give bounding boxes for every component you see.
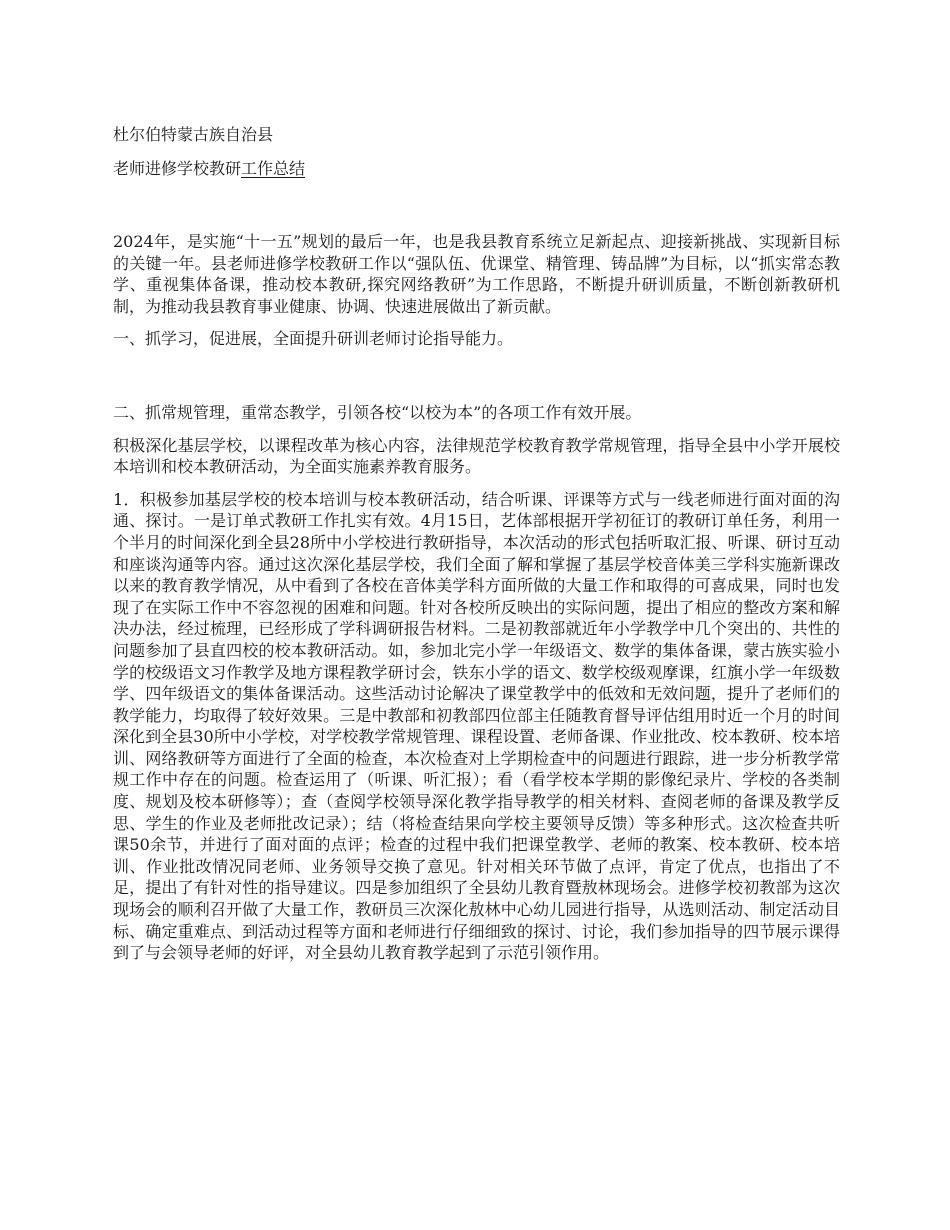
document-title-underlined: 工作总结 [241,159,306,178]
section-heading-1: 一、抓学习，促进展，全面提升研训老师讨论指导能力。 [113,329,514,349]
section-2-body: 积极深化基层学校，以课程改革为核心内容，法律规范学校教育教学常规管理，指导全县中小学开展校本培训和校本教研活动，为全面实施素养教育服务。 [113,435,840,477]
item-1-paragraph: 1．积极参加基层学校的校本培训与校本教研活动，结合听课、评课等方式与一线老师进行面对面的沟通、探讨。一是订单式教研工作扎实有效。4月15日，艺体部根据开学初征订的教研订单任务，利用一个半月的时间深化到全县28所中小学校进行教研指导，本次活动的形式包括听取汇报、听课、研讨互动和座谈沟通等内容。通过这次深化基层学校，我们全面了解和掌握了基层学校音体美三学科实施新课改以来的教育教学情况，从中看到了各校在音体美学科方面所做的大量工作和取得的可喜成果，同时也发现了在实际工作中不容忽视的困难和问题。针对各校所反映出的实际问题，提出了相应的整改方案和解决办法，经过梳理，已经形成了学科调研报告材料。二是初教部就近年小学教学中几个突出的、共性的问题参加了县直四校的校本教研活动。如，参加北完小学一年级语文、数学的集体备课，蒙古族实验小学的校级语文习作教学及地方课程教学研讨会，铁东小学的语文、数学校级观摩课，红旗小学一年级数学、四年级语文的集体备课活动。这些活动讨论解决了课堂教学中的低效和无效问题，提升了老师们的教学能力，均取得了较好效果。三是中教部和初教部四位部主任随教育督导评估组用时近一个月的时间深化到全县30所中小学校，对学校教学常规管理、课程设置、老师备课、作业批改、校本教研、校本培训、网络教研等方面进行了全面的检查，本次检查对上学期检查中的问题进行跟踪，进一步分析教学常规工作中存在的问题。检查运用了（听课、听汇报）；看（看学校本学期的影像纪录片、学校的各类制度、规划及校本研修等）；查（查阅学校领导深化教学指导教学的相关材料、查阅老师的备课及教学反思、学生的作业及老师批改记录）；结（将检查结果向学校主要领导反馈）等多种形式。这次检查共听课50余节，并进行了面对面的点评；检查的过程中我们把课堂教学、老师的教案、校本教研、校本培训、作业批改情况同老师、业务领导交换了意见。针对相关环节做了点评，肯定了优点，也指出了不足，提出了有针对性的指导建议。四是参加组织了全县幼儿教育暨敖林现场会。进修学校初教部为这次现场会的顺利召开做了大量工作，教研员三次深化敖林中心幼儿园进行指导，从选则活动、制定活动目标、确定重难点、到活动过程等方面和老师进行仔细细致的探讨、讨论，我们参加指导的四节展示课得到了与会领导老师的好评，对全县幼儿教育教学起到了示范引领作用。 [113,489,840,963]
county-title: 杜尔伯特蒙古族自治县 [113,125,274,144]
section-heading-2: 二、抓常规管理，重常态教学，引领各校“以校为本”的各项工作有效开展。 [113,402,642,422]
document-title [113,157,840,181]
intro-paragraph: 2024年，是实施“十一五”规划的最后一年，也是我县教育系统立足新起点、迎接新挑战、实现新目标的关键一年。县老师进修学校教研工作以“强队伍、优课堂、精管理、铸品牌”为目标，以“抓实常态教学、重视集体备课，推动校本教研,探究网络教研”为工作思路，不断提升研训质量，不断创新教研机制，为推动我县教育事业健康、协调、快速进展做出了新贡献。 [113,232,840,316]
document-page [113,123,840,975]
document-title-main: 老师进修学校教研 [113,159,242,178]
